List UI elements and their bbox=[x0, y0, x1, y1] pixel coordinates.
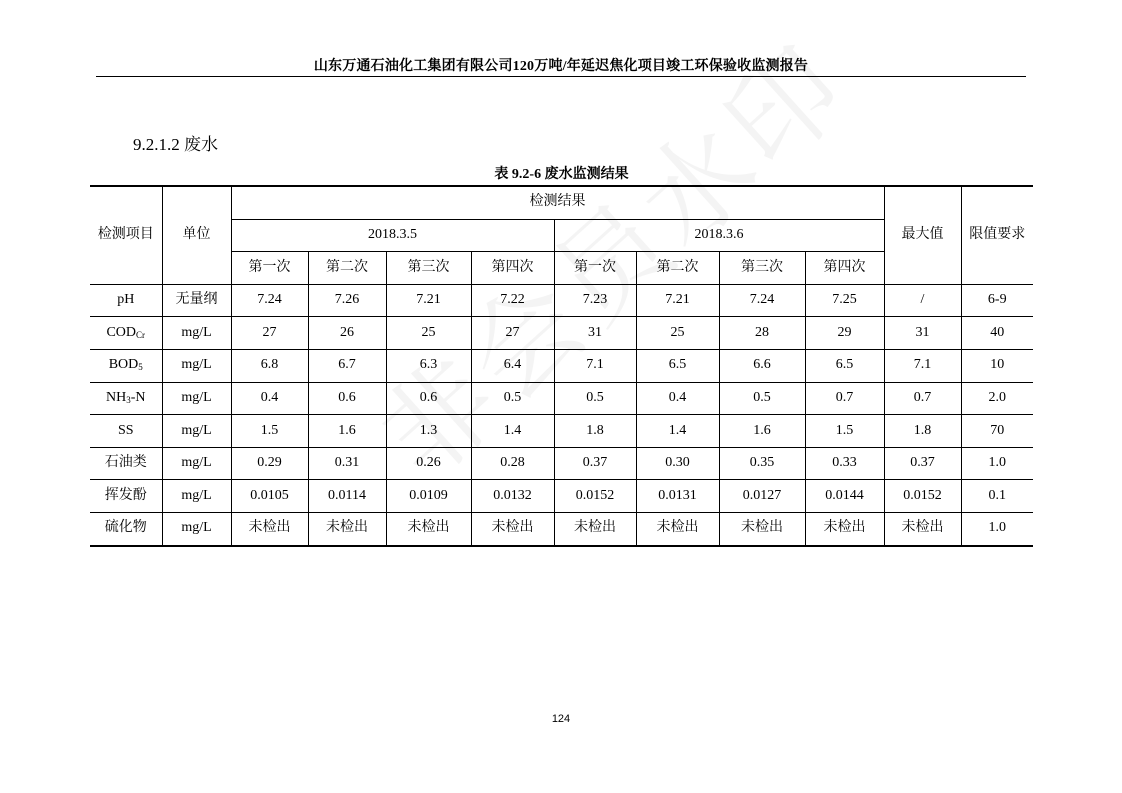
header-round: 第二次 bbox=[308, 252, 386, 285]
row-value: 0.0114 bbox=[308, 480, 386, 513]
row-value: 1.5 bbox=[231, 415, 308, 448]
row-max: 1.8 bbox=[884, 415, 961, 448]
row-unit: mg/L bbox=[162, 349, 231, 382]
row-value: 27 bbox=[231, 317, 308, 350]
row-limit: 70 bbox=[961, 415, 1033, 448]
row-value: 6.5 bbox=[805, 349, 884, 382]
header-max: 最大值 bbox=[884, 186, 961, 284]
row-value: 28 bbox=[719, 317, 805, 350]
row-value: 0.31 bbox=[308, 447, 386, 480]
row-value: 6.5 bbox=[636, 349, 719, 382]
row-value: 25 bbox=[386, 317, 471, 350]
row-value: 未检出 bbox=[554, 512, 636, 545]
row-limit: 40 bbox=[961, 317, 1033, 350]
row-value: 0.0109 bbox=[386, 480, 471, 513]
row-value: 7.25 bbox=[805, 284, 884, 317]
row-value: 0.26 bbox=[386, 447, 471, 480]
row-limit: 6-9 bbox=[961, 284, 1033, 317]
row-max: 0.7 bbox=[884, 382, 961, 415]
header-results: 检测结果 bbox=[231, 186, 884, 219]
row-value: 0.7 bbox=[805, 382, 884, 415]
row-value: 7.21 bbox=[386, 284, 471, 317]
row-value: 7.26 bbox=[308, 284, 386, 317]
row-item: $BOD_5$ bbox=[90, 349, 162, 382]
table-row bbox=[90, 349, 1033, 382]
row-value: 0.0131 bbox=[636, 480, 719, 513]
row-value: 6.8 bbox=[231, 349, 308, 382]
row-value: 0.30 bbox=[636, 447, 719, 480]
row-limit: 0.1 bbox=[961, 480, 1033, 513]
row-unit: mg/L bbox=[162, 317, 231, 350]
row-value: 未检出 bbox=[386, 512, 471, 545]
row-value: 0.0144 bbox=[805, 480, 884, 513]
row-value: 26 bbox=[308, 317, 386, 350]
table-row bbox=[90, 415, 1033, 448]
row-value: 1.6 bbox=[719, 415, 805, 448]
row-value: 0.37 bbox=[554, 447, 636, 480]
header-round: 第三次 bbox=[386, 252, 471, 285]
row-value: 6.6 bbox=[719, 349, 805, 382]
table-caption: 表 9.2-6 废水监测结果 bbox=[494, 167, 629, 182]
header-round: 第三次 bbox=[719, 252, 805, 285]
row-value: 未检出 bbox=[719, 512, 805, 545]
row-item: 石油类 bbox=[90, 447, 162, 480]
section-heading: 9.2.1.2 废水 bbox=[133, 135, 218, 154]
row-value: 7.24 bbox=[719, 284, 805, 317]
row-limit: 2.0 bbox=[961, 382, 1033, 415]
row-value: 0.29 bbox=[231, 447, 308, 480]
row-value: 1.4 bbox=[636, 415, 719, 448]
row-value: 未检出 bbox=[805, 512, 884, 545]
row-value: 未检出 bbox=[308, 512, 386, 545]
row-value: 7.24 bbox=[231, 284, 308, 317]
row-max: 31 bbox=[884, 317, 961, 350]
row-value: 1.8 bbox=[554, 415, 636, 448]
wastewater-results-table bbox=[90, 185, 1033, 547]
table-row bbox=[90, 317, 1033, 350]
row-value: 0.28 bbox=[471, 447, 554, 480]
row-value: 0.0132 bbox=[471, 480, 554, 513]
table-row bbox=[90, 284, 1033, 317]
row-limit: 10 bbox=[961, 349, 1033, 382]
row-max: 0.0152 bbox=[884, 480, 961, 513]
row-value: 1.6 bbox=[308, 415, 386, 448]
row-unit: 无量纲 bbox=[162, 284, 231, 317]
table-row bbox=[90, 382, 1033, 415]
row-value: 0.4 bbox=[636, 382, 719, 415]
row-max: / bbox=[884, 284, 961, 317]
header-round: 第四次 bbox=[805, 252, 884, 285]
row-value: 0.0152 bbox=[554, 480, 636, 513]
table-row bbox=[90, 480, 1033, 513]
header-round: 第一次 bbox=[231, 252, 308, 285]
table-row bbox=[90, 512, 1033, 545]
row-max: 7.1 bbox=[884, 349, 961, 382]
row-value: 0.0127 bbox=[719, 480, 805, 513]
row-value: 6.7 bbox=[308, 349, 386, 382]
row-max: 未检出 bbox=[884, 512, 961, 545]
row-value: 31 bbox=[554, 317, 636, 350]
header-round: 第四次 bbox=[471, 252, 554, 285]
row-item: $COD_{Cr}$ bbox=[90, 317, 162, 350]
row-item: 挥发酚 bbox=[90, 480, 162, 513]
report-header-title: 山东万通石油化工集团有限公司120万吨/年延迟焦化项目竣工环保验收监测报告 bbox=[313, 59, 809, 74]
row-value: 1.3 bbox=[386, 415, 471, 448]
row-limit: 1.0 bbox=[961, 447, 1033, 480]
row-item: SS bbox=[90, 415, 162, 448]
row-value: 0.6 bbox=[386, 382, 471, 415]
row-value: 0.5 bbox=[719, 382, 805, 415]
row-unit: mg/L bbox=[162, 512, 231, 545]
row-value: 0.5 bbox=[554, 382, 636, 415]
row-unit: mg/L bbox=[162, 480, 231, 513]
page-number: 124 bbox=[551, 713, 571, 725]
row-value: 0.35 bbox=[719, 447, 805, 480]
row-item: $NH_3-N$ bbox=[90, 382, 162, 415]
row-value: 25 bbox=[636, 317, 719, 350]
row-unit: mg/L bbox=[162, 382, 231, 415]
row-item: 硫化物 bbox=[90, 512, 162, 545]
row-unit: mg/L bbox=[162, 415, 231, 448]
row-value: 7.21 bbox=[636, 284, 719, 317]
row-value: 7.1 bbox=[554, 349, 636, 382]
header-item: 检测项目 bbox=[90, 186, 162, 284]
row-limit: 1.0 bbox=[961, 512, 1033, 545]
header-date-1: 2018.3.5 bbox=[231, 219, 554, 252]
header-round: 第一次 bbox=[554, 252, 636, 285]
row-value: 27 bbox=[471, 317, 554, 350]
row-item: pH bbox=[90, 284, 162, 317]
row-max: 0.37 bbox=[884, 447, 961, 480]
header-date-2: 2018.3.6 bbox=[554, 219, 884, 252]
header-round: 第二次 bbox=[636, 252, 719, 285]
row-value: 0.4 bbox=[231, 382, 308, 415]
row-value: 0.0105 bbox=[231, 480, 308, 513]
table-row bbox=[90, 447, 1033, 480]
row-value: 7.23 bbox=[554, 284, 636, 317]
row-value: 未检出 bbox=[231, 512, 308, 545]
header-divider bbox=[96, 76, 1026, 77]
row-value: 未检出 bbox=[471, 512, 554, 545]
row-value: 未检出 bbox=[636, 512, 719, 545]
row-value: 1.4 bbox=[471, 415, 554, 448]
row-value: 7.22 bbox=[471, 284, 554, 317]
row-value: 0.33 bbox=[805, 447, 884, 480]
row-value: 29 bbox=[805, 317, 884, 350]
row-unit: mg/L bbox=[162, 447, 231, 480]
row-value: 6.4 bbox=[471, 349, 554, 382]
row-value: 6.3 bbox=[386, 349, 471, 382]
row-value: 0.6 bbox=[308, 382, 386, 415]
row-value: 0.5 bbox=[471, 382, 554, 415]
header-limit: 限值要求 bbox=[961, 186, 1033, 284]
header-unit: 单位 bbox=[162, 186, 231, 284]
row-value: 1.5 bbox=[805, 415, 884, 448]
